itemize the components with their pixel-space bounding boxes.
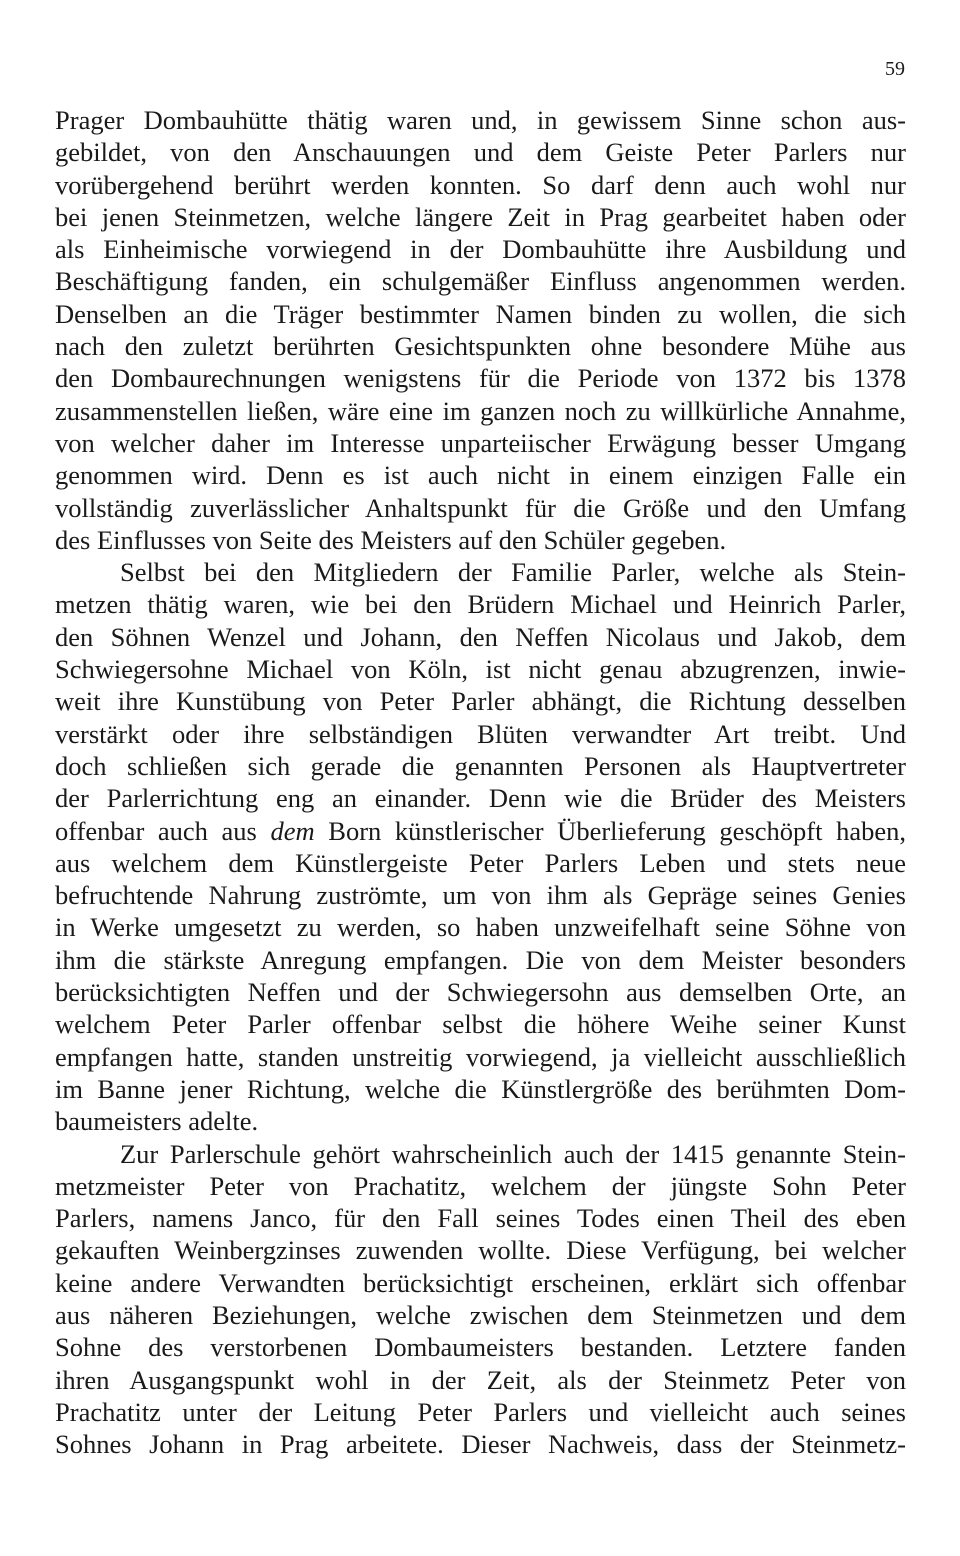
text-line: Zur Parlerschule gehört wahrscheinlich auch der 1415 genannte Stein- xyxy=(120,1138,906,1169)
text-line: Schwiegersohne Michael von Köln, ist nicht genau abzugrenzen, inwie- xyxy=(55,654,906,685)
text-fragment: Born künstlerischer Überlieferung geschöpft haben, xyxy=(314,815,906,846)
text-line: metzen thätig waren, wie bei den Brüdern Michael und Heinrich Parler, xyxy=(55,589,906,620)
text-line: gekauften Weinbergzinses zuwenden wollte. Diese Verfügung, bei welcher xyxy=(55,1235,906,1266)
text-line: zusammenstellen ließen, wäre eine im ganzen noch zu willkürliche Annahme, xyxy=(55,395,906,426)
text-line: empfangen hatte, standen unstreitig vorwiegend, ja vielleicht ausschließlich xyxy=(55,1041,906,1072)
text-line: nach den zuletzt berührten Gesichtspunkten ohne besondere Mühe aus xyxy=(55,331,906,362)
text-line: vorübergehend berührt werden konnten. So darf denn auch wohl nur xyxy=(55,169,906,200)
text-line: keine andere Verwandten berücksichtigt erscheinen, erklärt sich offenbar xyxy=(55,1267,906,1298)
text-line: weit ihre Kunstübung von Peter Parler abhängt, die Richtung desselben xyxy=(55,686,906,717)
text-line: den Dombaurechnungen wenigstens für die Periode von 1372 bis 1378 xyxy=(55,363,906,394)
text-line: verstärkt oder ihre selbständigen Blüten verwandter Art treibt. Und xyxy=(55,718,906,749)
paragraph xyxy=(55,104,906,556)
text-line: aus welchem dem Künstlergeiste Peter Parlers Leben und stets neue xyxy=(55,847,906,878)
text-line: Sohne des verstorbenen Dombaumeisters bestanden. Letztere fanden xyxy=(55,1332,906,1363)
text-line-with-emphasis xyxy=(55,815,906,847)
text-line: im Banne jener Richtung, welche die Künstlergröße des berühmten Dom- xyxy=(55,1073,906,1104)
text-line: doch schließen sich gerade die genannten Personen als Hauptvertreter xyxy=(55,750,906,781)
text-line: Prager Dombauhütte thätig waren und, in gewissem Sinne schon aus- xyxy=(55,105,906,135)
text-line: des Einflusses von Seite des Meisters auf den Schüler gegeben. xyxy=(55,524,727,555)
text-line: baumeisters adelte. xyxy=(55,1106,259,1137)
paragraph xyxy=(55,1138,906,1461)
text-line: Sohnes Johann in Prag arbeitete. Dieser Nachweis, dass der Steinmetz- xyxy=(55,1429,906,1460)
page-number: 59 xyxy=(885,58,905,80)
text-line: den Söhnen Wenzel und Johann, den Neffen Nicolaus und Jakob, dem xyxy=(55,621,906,652)
text-line: Parlers, namens Janco, für den Fall seines Todes einen Theil des eben xyxy=(55,1203,906,1234)
text-line: Beschäftigung fanden, ein schulgemäßer Einfluss angenommen werden. xyxy=(55,266,906,297)
text-line: genommen wird. Denn es ist auch nicht in einem einzigen Falle ein xyxy=(55,460,906,491)
text-line: Selbst bei den Mitgliedern der Familie Parler, welche als Stein- xyxy=(120,557,906,588)
text-line: als Einheimische vorwiegend in der Dombauhütte ihre Ausbildung und xyxy=(55,234,906,265)
text-line: Denselben an die Träger bestimmter Namen binden zu wollen, die sich xyxy=(55,298,906,329)
text-line: vollständig zuverlässlicher Anhaltspunkt für die Größe und den Umfang xyxy=(55,492,906,523)
emphasized-word: dem xyxy=(270,815,315,846)
text-fragment: offenbar auch aus xyxy=(55,815,271,846)
text-line: aus näheren Beziehungen, welche zwischen dem Steinmetzen und dem xyxy=(55,1299,906,1330)
text-line: berücksichtigten Neffen und der Schwiegersohn aus demselben Orte, an xyxy=(55,977,906,1008)
text-line: bei jenen Steinmetzen, welche längere Zeit in Prag gearbeitet haben oder xyxy=(55,201,906,232)
text-line: von welcher daher im Interesse unparteiischer Erwägung besser Umgang xyxy=(55,427,906,458)
text-line: befruchtende Nahrung zuströmte, um von ihm als Gepräge seines Genies xyxy=(55,880,906,911)
text-line: Prachatitz unter der Leitung Peter Parlers und vielleicht auch seines xyxy=(55,1396,906,1427)
text-line: gebildet, von den Anschauungen und dem Geiste Peter Parlers nur xyxy=(55,137,906,168)
text-line: metzmeister Peter von Prachatitz, welchem der jüngste Sohn Peter xyxy=(55,1170,906,1201)
text-line: welchem Peter Parler offenbar selbst die höhere Weihe seiner Kunst xyxy=(55,1009,906,1040)
paragraph xyxy=(55,556,906,1137)
text-line: ihm die stärkste Anregung empfangen. Die von dem Meister besonders xyxy=(55,944,906,975)
text-line: ihren Ausgangspunkt wohl in der Zeit, als der Steinmetz Peter von xyxy=(55,1364,906,1395)
text-line: in Werke umgesetzt zu werden, so haben unzweifelhaft seine Söhne von xyxy=(55,912,906,943)
body-text xyxy=(55,104,906,1460)
text-line: der Parlerrichtung eng an einander. Denn wie die Brüder des Meisters xyxy=(55,783,906,814)
